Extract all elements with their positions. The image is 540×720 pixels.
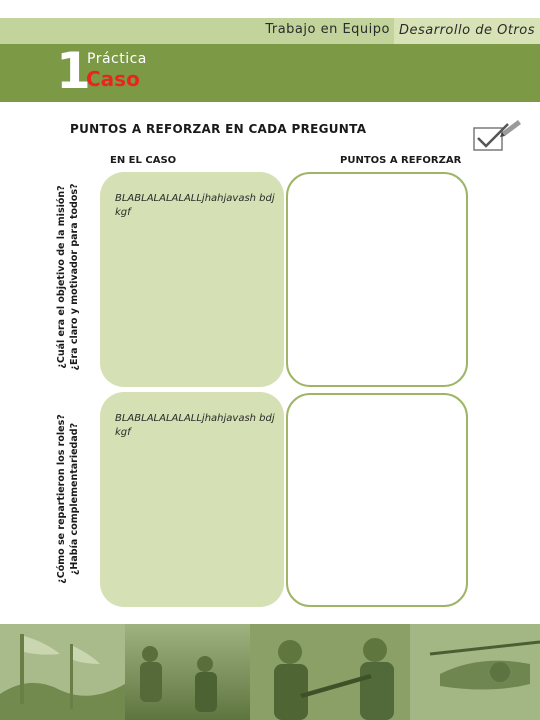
chapter-title: Caso: [86, 67, 140, 91]
question-2-label: [50, 390, 86, 608]
question-2-line1: ¿Cómo se repartieron los roles?: [56, 414, 67, 584]
answer-text-2: BLABLALALALALLjhahjavash bdjkgf: [115, 413, 275, 438]
reinforce-box-2[interactable]: [286, 393, 468, 607]
header-bar: [0, 18, 540, 44]
section-tag: Desarrollo de Otros: [394, 18, 540, 44]
column-header-reinforce: PUNTOS A REFORZAR: [340, 155, 462, 166]
answer-box-2[interactable]: [100, 392, 284, 607]
column-header-case: EN EL CASO: [110, 155, 177, 166]
page-heading: PUNTOS A REFORZAR EN CADA PREGUNTA: [70, 122, 367, 136]
reinforce-box-1[interactable]: [286, 172, 468, 387]
section-title: Trabajo en Equipo: [265, 22, 390, 37]
answer-text-1: BLABLALALALALLjhahjavash bdjkgf: [115, 193, 275, 218]
question-2-line2: ¿Había complementariedad?: [69, 422, 80, 576]
question-1-line1: ¿Cuál era el objetivo de la misión?: [56, 185, 67, 369]
answer-box-1[interactable]: [100, 172, 284, 387]
chapter-band: [0, 44, 540, 102]
question-1-line2: ¿Era claro y motivador para todos?: [69, 183, 80, 371]
chapter-kicker: Práctica: [87, 51, 147, 67]
chapter-number: 1: [56, 42, 91, 100]
footer-photo-strip: [0, 624, 540, 720]
question-1-label: [50, 172, 86, 382]
checkbox-pencil-icon: [468, 118, 522, 158]
